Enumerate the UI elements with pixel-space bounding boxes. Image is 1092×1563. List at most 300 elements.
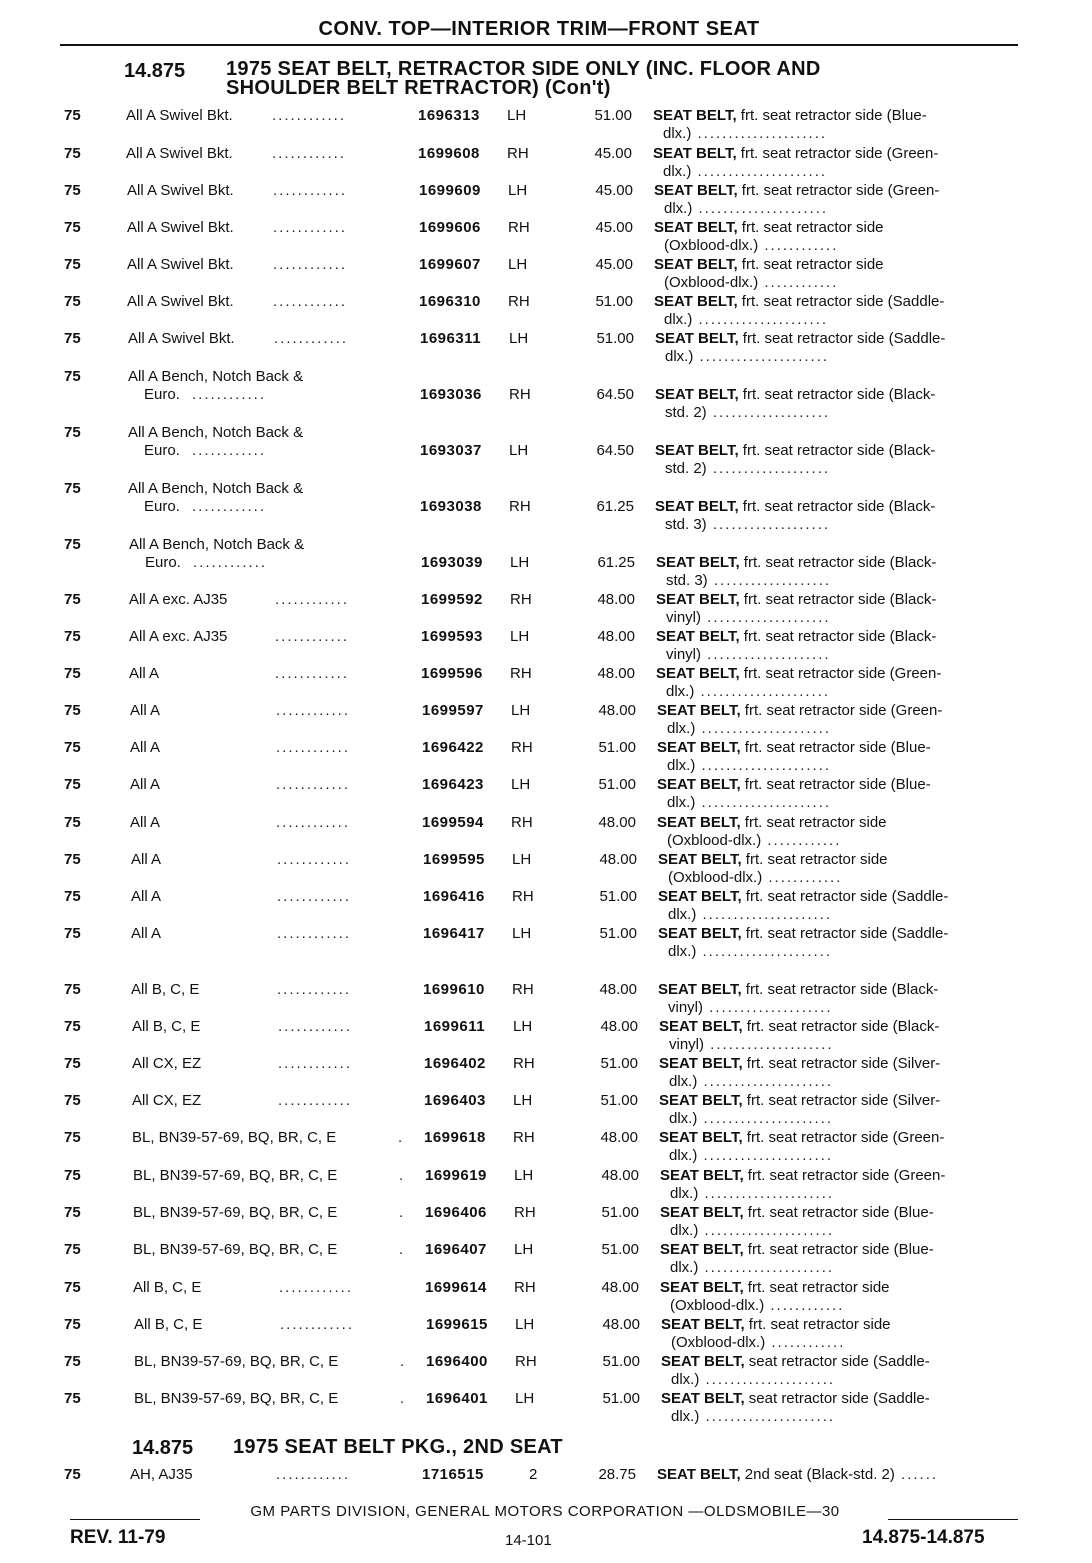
row-year: 75 [64, 330, 81, 347]
table-row [0, 1316, 1092, 1352]
row-model-continued: Euro. [144, 442, 180, 459]
row-model: All A [130, 702, 161, 719]
row-price: 51.00 [601, 1204, 639, 1221]
row-description-text: vinyl) [669, 1036, 705, 1053]
row-side: LH [514, 1241, 534, 1258]
row-description-bold: SEAT BELT, [655, 386, 739, 403]
row-description-text: frt. seat retractor side (Silver- [746, 1092, 941, 1109]
row-price: 51.00 [596, 330, 634, 347]
row-description-continued [665, 348, 829, 365]
leader-dots: ............ [277, 925, 352, 942]
leader-dots: .................... [703, 999, 833, 1016]
row-part-number: 1699607 [419, 256, 481, 273]
leader-dots: ............ [765, 1334, 846, 1351]
table-row [0, 145, 1092, 181]
row-description-bold: SEAT BELT, [660, 1204, 744, 1221]
row-description-text: dlx.) [667, 720, 696, 737]
row-part-number: 1696422 [422, 739, 484, 756]
leader-dots: ................... [707, 572, 832, 589]
row-model: All A Bench, Notch Back & [128, 480, 304, 497]
row-year: 75 [64, 107, 81, 124]
row-year: 75 [64, 665, 81, 682]
row-description-bold: SEAT BELT, [660, 1279, 744, 1296]
row-description-text: frt. seat retractor side (Black- [742, 442, 936, 459]
row-description-bold: SEAT BELT, [655, 330, 739, 347]
section-title: 1975 SEAT BELT PKG., 2ND SEAT [233, 1436, 563, 1458]
row-side: LH [515, 1316, 535, 1333]
leader-dots: ..................... [695, 720, 832, 737]
leader-dots: ............ [278, 1092, 353, 1109]
row-description-bold: SEAT BELT, [654, 256, 738, 273]
row-description-text: vinyl) [668, 999, 704, 1016]
row-description-continued [663, 125, 827, 142]
row-price: 28.75 [598, 1466, 636, 1483]
leader-dots: .................... [701, 609, 831, 626]
row-description-bold: SEAT BELT, [655, 442, 739, 459]
row-price: 51.00 [601, 1241, 639, 1258]
row-description-text: frt. seat retractor side (Blue- [744, 776, 931, 793]
row-description-bold: SEAT BELT, [658, 851, 742, 868]
row-model: All A [129, 665, 160, 682]
row-description [656, 591, 936, 608]
row-description-text: 2nd seat (Black-std. 2) [744, 1466, 895, 1483]
row-description-text: frt. seat retractor side [747, 1279, 890, 1296]
row-description [655, 386, 935, 403]
row-description-text: frt. seat retractor side (Green- [740, 145, 939, 162]
table-row [0, 702, 1092, 738]
row-description-text: (Oxblood-dlx.) [664, 237, 759, 254]
footer-revision: REV. 11-79 [70, 1527, 166, 1548]
row-description-text: frt. seat retractor side (Blue- [740, 107, 927, 124]
row-model: BL, BN39-57-69, BQ, BR, C, E [134, 1353, 339, 1370]
row-year: 75 [64, 1129, 81, 1146]
row-description-continued [671, 1371, 835, 1388]
row-price: 51.00 [594, 107, 632, 124]
row-description-text: frt. seat retractor side (Black- [742, 386, 936, 403]
table-row [0, 776, 1092, 812]
row-price: 48.00 [598, 702, 636, 719]
row-description [654, 182, 939, 199]
row-part-number: 1716515 [422, 1466, 484, 1483]
row-price: 48.00 [601, 1167, 639, 1184]
leader-dots: ............ [758, 274, 839, 291]
row-description-text: frt. seat retractor side (Black- [746, 1018, 940, 1035]
row-description-bold: SEAT BELT, [657, 1466, 741, 1483]
leader-dots: . [400, 1353, 407, 1370]
row-description-text: frt. seat retractor side [745, 851, 888, 868]
table-row [0, 1466, 1092, 1502]
row-year: 75 [64, 536, 81, 553]
row-description [654, 256, 884, 273]
row-side: RH [510, 591, 532, 608]
row-model: BL, BN39-57-69, BQ, BR, C, E [132, 1129, 337, 1146]
row-description-continued [668, 943, 832, 960]
row-description-continued [671, 1334, 845, 1351]
section-number: 14.875 [124, 60, 186, 82]
row-model: BL, BN39-57-69, BQ, BR, C, E [134, 1390, 339, 1407]
row-side: LH [515, 1390, 535, 1407]
row-part-number: 1693036 [420, 386, 482, 403]
row-description-bold: SEAT BELT, [653, 145, 737, 162]
row-side: LH [513, 1092, 533, 1109]
row-description-continued [663, 163, 827, 180]
row-description [656, 554, 936, 571]
leader-dots: . [399, 1241, 406, 1258]
row-description-text: dlx.) [669, 1110, 698, 1127]
table-row [0, 925, 1092, 961]
leader-dots: ............ [276, 739, 351, 756]
row-model: All A Swivel Bkt. [126, 145, 233, 162]
row-description-text: dlx.) [668, 906, 697, 923]
leader-dots: . [400, 1390, 407, 1407]
row-price: 51.00 [602, 1390, 640, 1407]
row-description-bold: SEAT BELT, [654, 293, 738, 310]
footer-publisher: GM PARTS DIVISION, GENERAL MOTORS CORPORATION —OLDSMOBILE—30 [250, 1503, 840, 1520]
row-price: 48.00 [597, 591, 635, 608]
leader-dots: ............ [272, 107, 347, 124]
row-model: All B, C, E [134, 1316, 203, 1333]
row-part-number: 1693038 [420, 498, 482, 515]
row-description-text: dlx.) [667, 794, 696, 811]
row-model: All A [131, 925, 162, 942]
row-description-text: frt. seat retractor side (Blue- [747, 1241, 934, 1258]
row-year: 75 [64, 256, 81, 273]
row-description-bold: SEAT BELT, [661, 1316, 745, 1333]
row-side: RH [515, 1353, 537, 1370]
row-price: 48.00 [599, 851, 637, 868]
leader-dots: ..................... [691, 163, 828, 180]
row-description-bold: SEAT BELT, [659, 1055, 743, 1072]
row-model-continued: Euro. [144, 498, 180, 515]
row-side: LH [512, 851, 532, 868]
leader-dots: ............ [275, 591, 350, 608]
row-description-continued [667, 720, 831, 737]
row-year: 75 [64, 1204, 81, 1221]
row-description-bold: SEAT BELT, [658, 981, 742, 998]
table-row [0, 330, 1092, 366]
row-description-bold: SEAT BELT, [659, 1018, 743, 1035]
table-row [0, 1204, 1092, 1240]
row-description-text: vinyl) [666, 646, 702, 663]
table-row [0, 1055, 1092, 1091]
row-side: LH [511, 776, 531, 793]
row-description [655, 498, 935, 515]
row-year: 75 [64, 776, 81, 793]
row-part-number: 1696417 [423, 925, 485, 942]
row-description-text: frt. seat retractor side (Blue- [744, 739, 931, 756]
leader-dots: ............ [193, 554, 268, 571]
row-price: 45.00 [594, 145, 632, 162]
row-model: AH, AJ35 [130, 1466, 193, 1483]
table-row [0, 1390, 1092, 1426]
row-description-bold: SEAT BELT, [657, 776, 741, 793]
row-price: 51.00 [600, 1055, 638, 1072]
row-description [658, 925, 948, 942]
row-model: All CX, EZ [132, 1055, 202, 1072]
row-side: LH [513, 1018, 533, 1035]
row-side: LH [511, 702, 531, 719]
row-description-text: frt. seat retractor side (Green- [747, 1167, 946, 1184]
row-year: 75 [64, 981, 81, 998]
table-row [0, 1241, 1092, 1277]
row-description-text: frt. seat retractor side [741, 256, 884, 273]
row-description-bold: SEAT BELT, [660, 1167, 744, 1184]
row-description-text: (Oxblood-dlx.) [670, 1297, 765, 1314]
row-description [657, 776, 931, 793]
leader-dots: ............ [192, 386, 267, 403]
row-description-continued [669, 1147, 833, 1164]
row-description-continued [670, 1185, 834, 1202]
row-side: RH [510, 665, 532, 682]
row-part-number: 1699606 [419, 219, 481, 236]
row-description-text: std. 3) [665, 516, 707, 533]
row-model: All A exc. AJ35 [129, 628, 228, 645]
row-year: 75 [64, 628, 81, 645]
row-description-text: frt. seat retractor side (Black- [742, 498, 936, 515]
leader-dots: ................... [706, 460, 831, 477]
leader-dots: ................... [706, 404, 831, 421]
table-row [0, 888, 1092, 924]
leader-dots: ..................... [695, 794, 832, 811]
leader-dots: ............ [273, 219, 348, 236]
row-description [660, 1241, 934, 1258]
row-price: 45.00 [595, 256, 633, 273]
table-row [0, 536, 1092, 589]
row-side: LH [512, 925, 532, 942]
leader-dots: ............ [272, 145, 347, 162]
row-part-number: 1696400 [426, 1353, 488, 1370]
row-part-number: 1699615 [426, 1316, 488, 1333]
row-description-text: frt. seat retractor side (Blue- [747, 1204, 934, 1221]
leader-dots: ............ [274, 330, 349, 347]
row-description [655, 330, 945, 347]
row-description-text: frt. seat retractor side [741, 219, 884, 236]
row-side: RH [512, 981, 534, 998]
row-side: RH [509, 498, 531, 515]
row-year: 75 [64, 1466, 81, 1483]
leader-dots: ............ [276, 776, 351, 793]
row-part-number: 1696423 [422, 776, 484, 793]
footer-page-number: 14-101 [505, 1532, 552, 1549]
row-side: RH [513, 1055, 535, 1072]
row-part-number: 1699593 [421, 628, 483, 645]
row-side: LH [508, 256, 528, 273]
row-description-bold: SEAT BELT, [658, 888, 742, 905]
row-description-continued [666, 572, 831, 589]
row-description [659, 1055, 940, 1072]
row-price: 51.00 [598, 776, 636, 793]
row-year: 75 [64, 1055, 81, 1072]
row-side: RH [509, 386, 531, 403]
row-description-text: frt. seat retractor side (Saddle- [745, 925, 949, 942]
table-row [0, 851, 1092, 887]
leader-dots: ............ [192, 442, 267, 459]
row-description-text: frt. seat retractor side (Green- [743, 665, 942, 682]
row-model: All B, C, E [132, 1018, 201, 1035]
table-row [0, 107, 1092, 143]
row-description-bold: SEAT BELT, [657, 702, 741, 719]
table-row [0, 368, 1092, 421]
leader-dots: ............ [764, 1297, 845, 1314]
table-row [0, 628, 1092, 664]
row-model: All A [130, 776, 161, 793]
leader-dots: .................... [704, 1036, 834, 1053]
row-description-text: dlx.) [663, 163, 692, 180]
table-row [0, 814, 1092, 850]
row-part-number: 1696403 [424, 1092, 486, 1109]
row-description [660, 1204, 934, 1221]
leader-dots: ...... [894, 1466, 939, 1483]
row-description [657, 702, 942, 719]
row-description-bold: SEAT BELT, [659, 1092, 743, 1109]
row-price: 61.25 [597, 554, 635, 571]
row-price: 51.00 [599, 925, 637, 942]
leader-dots: ............ [279, 1279, 354, 1296]
row-year: 75 [64, 219, 81, 236]
row-side: LH [514, 1167, 534, 1184]
row-part-number: 1699610 [423, 981, 485, 998]
leader-dots: ..................... [691, 125, 828, 142]
row-year: 75 [64, 1353, 81, 1370]
row-part-number: 1699614 [425, 1279, 487, 1296]
leader-dots: ..................... [697, 1110, 834, 1127]
row-description-bold: SEAT BELT, [659, 1129, 743, 1146]
row-price: 48.00 [600, 1129, 638, 1146]
row-description-continued [667, 832, 841, 849]
row-description-continued [665, 404, 830, 421]
row-description-continued [669, 1073, 833, 1090]
row-year: 75 [64, 739, 81, 756]
leader-dots: ..................... [699, 1371, 836, 1388]
row-description-text: dlx.) [670, 1185, 699, 1202]
row-description-text: frt. seat retractor side (Black- [743, 591, 937, 608]
row-description-text: frt. seat retractor side (Black- [743, 628, 937, 645]
row-description-bold: SEAT BELT, [661, 1390, 745, 1407]
leader-dots: ............ [278, 1055, 353, 1072]
row-description-bold: SEAT BELT, [657, 739, 741, 756]
table-row [0, 480, 1092, 533]
row-description-text: frt. seat retractor side (Green- [741, 182, 940, 199]
row-description-text: dlx.) [670, 1259, 699, 1276]
row-model: BL, BN39-57-69, BQ, BR, C, E [133, 1204, 338, 1221]
row-model: All A Bench, Notch Back & [128, 368, 304, 385]
row-part-number: 1696310 [419, 293, 481, 310]
row-side: LH [507, 107, 527, 124]
row-model: All A [131, 851, 162, 868]
leader-dots: ............ [275, 628, 350, 645]
row-description-text: dlx.) [663, 125, 692, 142]
row-description-continued [669, 1036, 834, 1053]
row-side: LH [510, 554, 530, 571]
header-rule [60, 44, 1018, 46]
row-side: RH [507, 145, 529, 162]
row-year: 75 [64, 702, 81, 719]
row-description-bold: SEAT BELT, [657, 814, 741, 831]
leader-dots: ..................... [698, 1259, 835, 1276]
row-model: BL, BN39-57-69, BQ, BR, C, E [133, 1167, 338, 1184]
row-description-text: dlx.) [666, 683, 695, 700]
row-year: 75 [64, 1279, 81, 1296]
row-year: 75 [64, 182, 81, 199]
row-year: 75 [64, 1316, 81, 1333]
leader-dots: ............ [273, 293, 348, 310]
row-part-number: 1699619 [425, 1167, 487, 1184]
row-model: All A [130, 814, 161, 831]
row-side: 2 [529, 1466, 538, 1483]
row-description-bold: SEAT BELT, [660, 1241, 744, 1258]
leader-dots: ..................... [692, 311, 829, 328]
row-part-number: 1696313 [418, 107, 480, 124]
leader-dots: ..................... [696, 906, 833, 923]
row-description-continued [665, 460, 830, 477]
row-description-text: frt. seat retractor side (Saddle- [745, 888, 949, 905]
row-year: 75 [64, 851, 81, 868]
row-description-continued [666, 609, 831, 626]
leader-dots: ..................... [698, 1222, 835, 1239]
row-description-text: dlx.) [667, 757, 696, 774]
row-year: 75 [64, 368, 81, 385]
row-description-text: frt. seat retractor side [744, 814, 887, 831]
row-description [658, 851, 888, 868]
row-price: 48.00 [602, 1316, 640, 1333]
leader-dots: ............ [277, 888, 352, 905]
row-price: 45.00 [595, 182, 633, 199]
row-description [660, 1167, 945, 1184]
leader-dots: ..................... [697, 1073, 834, 1090]
row-part-number: 1699608 [418, 145, 480, 162]
row-year: 75 [64, 480, 81, 497]
row-model: All A Swivel Bkt. [127, 219, 234, 236]
row-description [653, 145, 938, 162]
row-model: All B, C, E [133, 1279, 202, 1296]
leader-dots: ............ [762, 869, 843, 886]
row-description-bold: SEAT BELT, [654, 219, 738, 236]
row-model-continued: Euro. [145, 554, 181, 571]
table-row [0, 1279, 1092, 1315]
row-description-text: frt. seat retractor side (Green- [746, 1129, 945, 1146]
row-description-bold: SEAT BELT, [655, 498, 739, 515]
row-description-text: frt. seat retractor side (Green- [744, 702, 943, 719]
row-description-text: dlx.) [671, 1371, 700, 1388]
table-row [0, 591, 1092, 627]
row-description [661, 1390, 930, 1407]
row-year: 75 [64, 424, 81, 441]
row-description-continued [671, 1408, 835, 1425]
row-side: RH [508, 219, 530, 236]
row-description-continued [667, 757, 831, 774]
row-description-text: dlx.) [670, 1222, 699, 1239]
row-year: 75 [64, 1241, 81, 1258]
row-description-continued [670, 1259, 834, 1276]
row-description-continued [665, 516, 830, 533]
row-description-text: frt. seat retractor side (Saddle- [741, 293, 945, 310]
row-part-number: 1696401 [426, 1390, 488, 1407]
row-model: All A Swivel Bkt. [126, 107, 233, 124]
row-description-text: dlx.) [669, 1073, 698, 1090]
leader-dots: ..................... [699, 1408, 836, 1425]
row-description [654, 293, 944, 310]
table-row [0, 1018, 1092, 1054]
row-year: 75 [64, 1092, 81, 1109]
row-description-bold: SEAT BELT, [658, 925, 742, 942]
row-year: 75 [64, 888, 81, 905]
row-description-text: dlx.) [668, 943, 697, 960]
row-model: All A Swivel Bkt. [127, 182, 234, 199]
table-row [0, 293, 1092, 329]
row-part-number: 1696406 [425, 1204, 487, 1221]
row-description-text: vinyl) [666, 609, 702, 626]
row-part-number: 1699596 [421, 665, 483, 682]
